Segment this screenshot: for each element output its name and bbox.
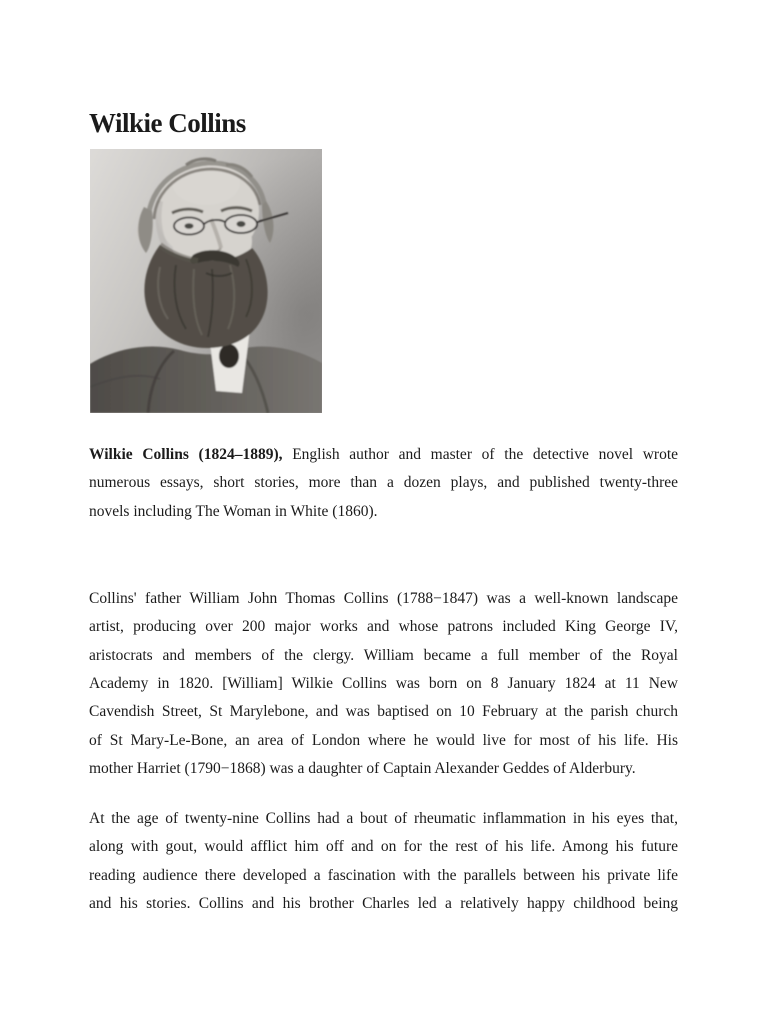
text-line: mother Harriet (1790−1868) was a daughter of Captain Alexander Geddes of Alderbury.: [89, 760, 636, 778]
text-line: Cavendish Street, St Marylebone, and was baptised on 10 February at the parish church: [89, 703, 678, 721]
text-line: reading audience there developed a fascination with the parallels between his private life: [89, 866, 678, 884]
portrait-photo: [90, 149, 322, 413]
text-line: numerous essays, short stories, more than a dozen plays, and published twenty-three: [89, 474, 678, 492]
text-line: aristocrats and members of the clergy. William became a full member of the Royal: [89, 646, 678, 664]
text-line: of St Mary-Le-Bone, an area of London where he would live for most of his life. His: [89, 731, 678, 749]
text-line: and his stories. Collins and his brother Charles led a relatively happy childhood being: [89, 895, 678, 913]
text-line: Academy in 1820. [William] Wilkie Collins was born on 8 January 1824 at 11 New: [89, 675, 678, 693]
portrait-coat: [90, 346, 322, 413]
text-line: artist, producing over 200 major works and whose patrons included King George IV,: [89, 618, 678, 636]
text-line: [89, 441, 678, 469]
page-title: Wilkie Collins: [89, 108, 246, 139]
intro-line-rest: English author and master of the detective novel wrote: [282, 446, 678, 463]
paragraph-life: [89, 805, 678, 918]
text-line: Collins' father William John Thomas Collins (1788−1847) was a well-known landscape: [89, 590, 678, 607]
paragraph-intro: [89, 441, 678, 526]
text-line: At the age of twenty-nine Collins had a bout of rheumatic inflammation in his eyes that,: [89, 810, 678, 827]
text-line: novels including The Woman in White (1860).: [89, 502, 378, 520]
paragraph-family: [89, 585, 678, 783]
text-line: along with gout, would afflict him off and on for the rest of his life. Among his future: [89, 838, 678, 856]
intro-lead-bold: Wilkie Collins (1824–1889),: [89, 446, 283, 463]
